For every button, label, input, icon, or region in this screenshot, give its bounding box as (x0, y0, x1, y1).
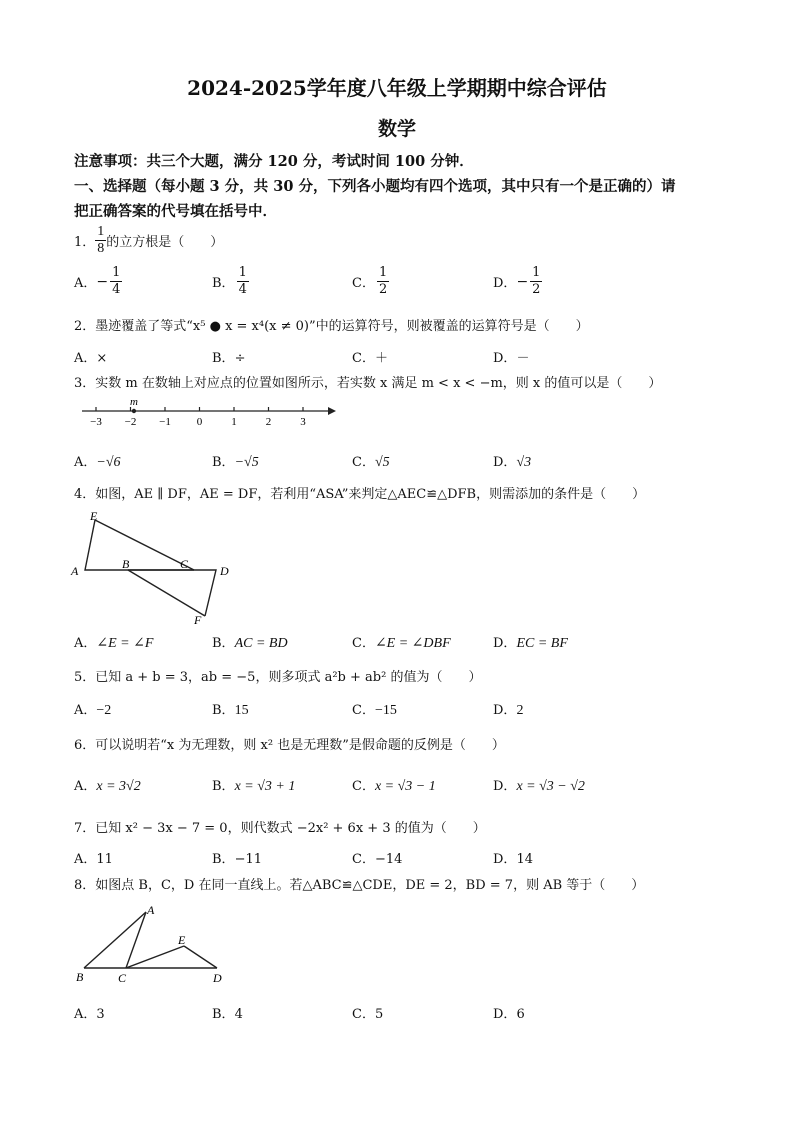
option-value: × (96, 351, 108, 366)
number-line-point-m (132, 409, 136, 413)
q5-option-c[interactable] (352, 699, 397, 719)
q4-label-b: B (122, 557, 130, 571)
question-1-text: 的立方根是（ ） (106, 235, 224, 250)
number-line-label-m: m (129, 396, 138, 408)
option-label: D． (493, 636, 517, 651)
option-value: x = √3 − 1 (374, 779, 436, 794)
question-1-number: 1． (74, 235, 96, 250)
q8-option-a[interactable] (74, 1003, 105, 1022)
q7-option-b[interactable] (212, 848, 262, 867)
option-label: A． (74, 636, 97, 651)
q4-option-a[interactable] (74, 632, 153, 652)
fraction-numerator: 1 (378, 265, 388, 280)
option-label: A． (74, 276, 97, 291)
option-label: A． (74, 1007, 97, 1022)
q8-label-c: C (118, 971, 127, 985)
q7-option-d[interactable] (493, 848, 533, 867)
option-label: C． (352, 852, 375, 867)
number-line-tick-label: 0 (196, 416, 203, 428)
option-label: B． (212, 1007, 235, 1022)
question-1 (74, 224, 223, 257)
q8-option-c[interactable] (352, 1003, 383, 1022)
number-line-tick-label: 3 (300, 416, 306, 428)
option-label: C． (352, 779, 375, 794)
option-label: B． (212, 351, 235, 366)
option-label: C． (352, 636, 375, 651)
option-value: ∠E = ∠F (96, 636, 154, 651)
question-5-text: 5．已知 a + b = 3，ab = −5，则多项式 a²b + ab² 的值为（ ） (74, 670, 482, 685)
q6-option-a[interactable] (74, 775, 141, 795)
option-value: AC = BD (234, 636, 288, 651)
fraction-denominator: 8 (97, 241, 105, 256)
q3-option-d[interactable] (493, 451, 531, 471)
q1-option-b[interactable] (212, 265, 249, 298)
option-label: A． (74, 351, 97, 366)
q8-label-d: D (213, 971, 222, 985)
fraction-numerator: 1 (238, 265, 247, 280)
q3-option-c[interactable] (352, 451, 390, 471)
option-value: x = √3 + 1 (234, 779, 296, 794)
option-label: C． (352, 1007, 375, 1022)
q6-option-c[interactable] (352, 775, 436, 795)
q4-label-e: E (90, 509, 98, 523)
option-label: C． (352, 455, 375, 470)
number-line-tick-label: 2 (265, 416, 272, 428)
q2-option-b[interactable] (212, 347, 245, 366)
option-value: 15 (234, 703, 249, 718)
q8-option-d[interactable] (493, 1003, 525, 1022)
option-value: x = √3 − √2 (516, 779, 585, 794)
option-value: 5 (374, 1007, 384, 1022)
q4-segment-b-d-f (128, 570, 216, 616)
exam-title: 2024-2025学年度八年级上学期期中综合评估 (187, 76, 607, 100)
q8-label-e: E (178, 933, 186, 947)
q4-option-b[interactable] (212, 632, 288, 652)
question-8-text: 8．如图点 B，C，D 在同一直线上。若△ABC≌△CDE，DE = 2，BD = 7，则 AB 等于（ ） (74, 878, 645, 893)
q1-option-c[interactable] (352, 265, 389, 298)
option-value: −11 (234, 852, 262, 867)
option-label: A． (74, 703, 97, 718)
q7-option-a[interactable] (74, 848, 113, 867)
option-value: −15 (374, 703, 397, 718)
q4-label-c: C (180, 557, 189, 571)
number-line-tick-label: −2 (124, 416, 137, 428)
option-value: － (516, 351, 530, 366)
option-sign: − (516, 273, 529, 290)
option-value: −2 (96, 703, 112, 718)
number-line-tick-label: 1 (231, 416, 237, 428)
option-label: D． (493, 1007, 517, 1022)
section1-heading-line2: 把正确答案的代号填在括号中． (74, 203, 277, 220)
fraction-denominator: 2 (532, 282, 541, 297)
option-value: 2 (516, 703, 524, 718)
q3-option-b[interactable] (212, 451, 259, 471)
question-7-text: 7．已知 x² − 3x − 7 = 0，则代数式 −2x² + 6x + 3 的值为（ ） (74, 821, 486, 836)
q8-label-a: A (147, 903, 155, 917)
option-label: C． (352, 351, 375, 366)
q6-option-d[interactable] (493, 775, 585, 795)
q8-label-b: B (76, 970, 84, 984)
option-label: D． (493, 779, 517, 794)
option-label: D． (493, 276, 517, 291)
option-value: −√5 (234, 455, 259, 470)
question-3-text: 3．实数 m 在数轴上对应点的位置如图所示，若实数 x 满足 m < x < −m，则 x 的值可以是（ ） (74, 376, 662, 391)
option-label: B． (212, 636, 235, 651)
option-value: ÷ (234, 351, 246, 366)
option-value: x = 3√2 (96, 779, 141, 794)
option-value: −14 (374, 852, 403, 867)
option-value: ＋ (374, 351, 388, 366)
q4-option-d[interactable] (493, 632, 568, 652)
q4-figure (68, 508, 248, 626)
question-6-text: 6．可以说明若“x 为无理数，则 x² 也是无理数”是假命题的反例是（ ） (74, 738, 505, 753)
q4-segment-b-f (128, 570, 205, 616)
number-line-tick-label: −1 (159, 416, 171, 428)
q5-option-a[interactable] (74, 699, 111, 719)
option-label: B． (212, 276, 235, 291)
q5-option-d[interactable] (493, 699, 523, 719)
question-2-text: 2．墨迹覆盖了等式“x⁵ ● x = x⁴(x ≠ 0)”中的运算符号，则被覆盖的运算符号是（ ） (74, 319, 589, 334)
option-label: B． (212, 703, 235, 718)
option-label: B． (212, 852, 235, 867)
fraction-numerator: 1 (112, 265, 121, 280)
q4-label-f: F (194, 613, 202, 626)
option-value: √3 (516, 455, 532, 470)
option-label: A． (74, 455, 97, 470)
number-line-tick-label: −3 (90, 416, 102, 428)
q4-option-c[interactable] (352, 632, 451, 652)
q8-figure (72, 902, 242, 988)
option-label: A． (74, 852, 97, 867)
option-label: A． (74, 779, 97, 794)
option-value: ∠E = ∠DBF (374, 636, 451, 651)
option-value: 4 (234, 1007, 243, 1022)
q6-option-b[interactable] (212, 775, 295, 795)
fraction-denominator: 2 (378, 282, 388, 297)
option-label: B． (212, 455, 235, 470)
option-label: D． (493, 703, 517, 718)
option-value: √5 (374, 455, 390, 470)
q4-label-d: D (220, 564, 229, 578)
subject-title: 数学 (377, 118, 416, 140)
option-value: EC = BF (516, 636, 568, 651)
option-value: −√6 (96, 455, 121, 470)
number-line-figure (78, 395, 338, 431)
fraction-numerator: 1 (97, 224, 105, 239)
option-label: C． (352, 276, 375, 291)
question-4-text: 4．如图，AE ∥ DF，AE = DF，若利用“ASA”来判定△AEC≌△DFB，则需添加的条件是（ ） (74, 487, 646, 502)
section1-heading-line1: 一、选择题（每小题 3 分，共 30 分，下列各小题均有四个选项，其中只有一个是正确的）请 (74, 178, 676, 195)
option-label: D． (493, 351, 517, 366)
q1-option-a[interactable] (74, 265, 122, 298)
q7-option-c[interactable] (352, 848, 402, 867)
q4-label-a: A (71, 564, 79, 578)
q2-option-a[interactable] (74, 347, 107, 366)
option-value: 14 (516, 852, 533, 867)
option-label: D． (493, 455, 517, 470)
q2-option-c[interactable] (352, 347, 388, 366)
option-value: 3 (96, 1007, 105, 1022)
notice-text: 注意事项：共三个大题，满分 120 分，考试时间 100 分钟． (74, 153, 474, 170)
q8-option-b[interactable] (212, 1003, 243, 1022)
fraction-denominator: 4 (112, 282, 121, 297)
fraction-denominator: 4 (238, 282, 247, 297)
fraction-numerator: 1 (532, 265, 541, 280)
q2-option-d[interactable] (493, 347, 529, 366)
number-line-arrow-icon (328, 407, 336, 415)
q5-option-b[interactable] (212, 699, 249, 719)
option-label: D． (493, 852, 517, 867)
option-value: 11 (96, 852, 113, 867)
q1-option-d[interactable] (493, 265, 542, 298)
question-1-fraction (95, 224, 106, 257)
option-sign: − (96, 273, 109, 290)
q8-segment-c-e (126, 946, 184, 968)
option-label: B． (212, 779, 235, 794)
option-label: C． (352, 703, 375, 718)
q8-segment-e-d (184, 946, 217, 968)
option-value: 6 (516, 1007, 525, 1022)
q3-option-a[interactable] (74, 451, 121, 471)
